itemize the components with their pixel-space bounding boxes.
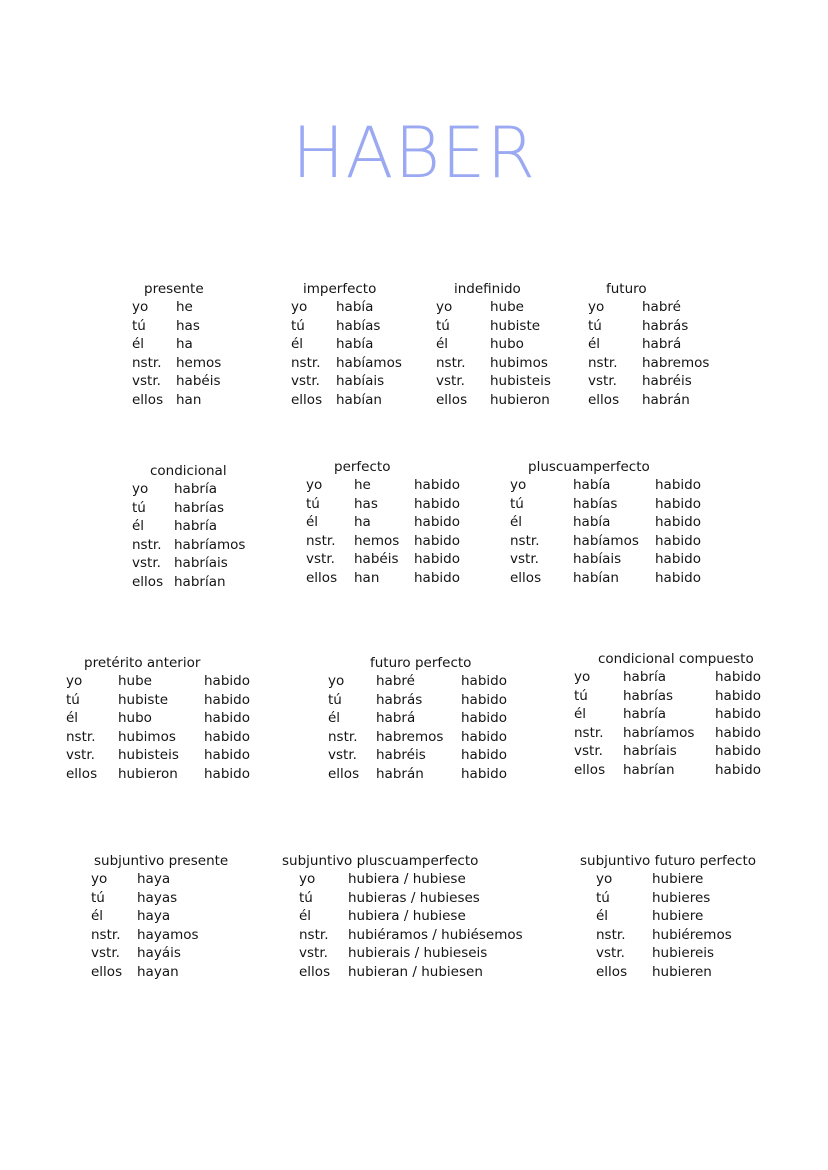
pronoun: yo: [328, 673, 345, 689]
tense-heading: perfecto: [334, 459, 391, 475]
conjugation-row: [596, 907, 828, 925]
conjugation-row: [574, 705, 828, 723]
pronoun: tú: [306, 495, 320, 512]
verb-form: habéis: [354, 551, 399, 568]
participle: habido: [414, 532, 460, 549]
pronoun: él: [66, 710, 79, 727]
verb-form: habría: [174, 481, 217, 497]
verb-form: hemos: [354, 532, 400, 549]
tense-block-futuro-perfecto: [328, 654, 591, 794]
conjugation-row: [588, 391, 828, 409]
verb-form: hubieren: [652, 964, 712, 980]
tense-block-subjuntivo-pluscuamperfecto: [282, 852, 559, 992]
verb-form: habrían: [174, 574, 226, 590]
participle: habido: [414, 551, 460, 568]
participle: habido: [414, 570, 460, 586]
participle: habido: [715, 743, 761, 760]
participle: habido: [655, 532, 701, 549]
conjugation-row: [510, 532, 770, 550]
tense-heading: indefinido: [454, 281, 521, 297]
pronoun: yo: [91, 871, 108, 887]
participle: habido: [204, 710, 250, 727]
conjugation-row: [574, 761, 828, 779]
verb-form: hubiéramos / hubiésemos: [348, 926, 523, 943]
verb-form: habían: [573, 570, 619, 586]
conjugation-row: [66, 709, 326, 727]
pronoun: él: [291, 336, 304, 353]
participle: habido: [461, 710, 507, 727]
pronoun: yo: [306, 477, 323, 493]
conjugation-row: [328, 672, 588, 690]
tense-heading: presente: [144, 281, 204, 297]
verb-form: hubo: [490, 336, 524, 353]
participle: habido: [204, 747, 250, 764]
verb-form: hubiere: [652, 871, 704, 887]
verb-form: habrán: [376, 766, 424, 782]
pronoun: yo: [574, 669, 591, 685]
verb-form: hayan: [137, 964, 179, 980]
verb-form: habrás: [376, 691, 423, 708]
conjugation-row: [328, 691, 588, 709]
verb-form: habrías: [623, 687, 674, 704]
pronoun: vstr.: [66, 747, 95, 764]
conjugation-row: [574, 742, 828, 760]
verb-form: habré: [376, 673, 415, 689]
pronoun: ellos: [328, 766, 360, 782]
verb-form: hubimos: [490, 354, 548, 371]
conjugation-row: [510, 476, 770, 494]
pronoun: tú: [299, 889, 313, 906]
tense-block-subjuntivo-futuro-perfecto: [580, 852, 828, 992]
conjugation-row: [510, 550, 770, 568]
tense-heading: condicional: [150, 463, 227, 479]
tense-block-futuro: [588, 280, 828, 420]
pronoun: yo: [132, 299, 149, 315]
conjugation-row: [510, 569, 770, 587]
pronoun: ellos: [66, 766, 98, 782]
verb-form: habíamos: [336, 354, 402, 371]
verb-form: he: [354, 477, 371, 493]
tense-heading: pretérito anterior: [84, 655, 201, 671]
pronoun: él: [436, 336, 449, 353]
conjugation-row: [66, 672, 326, 690]
conjugation-row: [588, 354, 828, 372]
conjugation-row: [596, 926, 828, 944]
verb-form: habrá: [642, 336, 682, 353]
tense-heading: subjuntivo pluscuamperfecto: [282, 853, 479, 869]
pronoun: nstr.: [132, 536, 162, 553]
pronoun: ellos: [588, 392, 620, 408]
pronoun: él: [510, 514, 523, 531]
conjugation-row: [510, 513, 770, 531]
verb-form: hube: [118, 673, 152, 689]
pronoun: nstr.: [588, 354, 618, 371]
pronoun: nstr.: [91, 926, 121, 943]
pronoun: tú: [436, 317, 450, 334]
conjugation-row: [299, 944, 559, 962]
verb-form: habréis: [642, 373, 692, 390]
pronoun: tú: [574, 687, 588, 704]
verb-form: hubisteis: [118, 747, 179, 764]
verb-form: hayamos: [137, 926, 199, 943]
conjugation-row: [588, 317, 828, 335]
verb-form: había: [336, 336, 374, 353]
pronoun: vstr.: [588, 373, 617, 390]
verb-form: hubimos: [118, 728, 176, 745]
pronoun: tú: [510, 495, 524, 512]
tense-heading: subjuntivo presente: [94, 853, 229, 869]
verb-form: hubo: [118, 710, 152, 727]
verb-form: habría: [623, 706, 666, 723]
conjugation-row: [588, 335, 828, 353]
verb-form: hubierais / hubieseis: [348, 945, 488, 962]
conjugation-row: [66, 746, 326, 764]
verb-form: hayas: [137, 889, 178, 906]
verb-form: hubiéremos: [652, 926, 732, 943]
pronoun: nstr.: [299, 926, 329, 943]
pronoun: nstr.: [510, 532, 540, 549]
verb-form: hubieron: [490, 392, 550, 408]
tense-heading: imperfecto: [303, 281, 377, 297]
verb-form: habría: [174, 518, 217, 535]
tense-heading: condicional compuesto: [598, 651, 754, 667]
participle: habido: [204, 673, 250, 689]
verb-form: he: [176, 299, 193, 315]
pronoun: vstr.: [132, 373, 161, 390]
verb-form: hubieres: [652, 889, 711, 906]
conjugation-row: [299, 889, 559, 907]
verb-form: había: [573, 514, 611, 531]
conjugation-row: [588, 372, 828, 390]
participle: habido: [715, 762, 761, 778]
pronoun: tú: [588, 317, 602, 334]
pronoun: nstr.: [574, 724, 604, 741]
conjugation-row: [328, 765, 588, 783]
conjugation-row: [328, 709, 588, 727]
conjugation-row: [510, 495, 770, 513]
pronoun: vstr.: [132, 555, 161, 572]
conjugation-row: [596, 889, 828, 907]
tense-heading: futuro perfecto: [370, 655, 472, 671]
pronoun: nstr.: [132, 354, 162, 371]
verb-form: habréis: [376, 747, 426, 764]
verb-form: hubiera / hubiese: [348, 908, 466, 925]
verb-form: habremos: [642, 354, 710, 371]
pronoun: tú: [91, 889, 105, 906]
conjugation-row: [588, 298, 828, 316]
pronoun: ellos: [510, 570, 542, 586]
verb-form: hubieron: [118, 766, 178, 782]
verb-form: hemos: [176, 354, 222, 371]
verb-form: habríamos: [623, 724, 695, 741]
pronoun: ellos: [291, 392, 323, 408]
participle: habido: [715, 687, 761, 704]
pronoun: nstr.: [306, 532, 336, 549]
verb-form: habíamos: [573, 532, 639, 549]
pronoun: ellos: [574, 762, 606, 778]
conjugation-row: [328, 746, 588, 764]
pronoun: vstr.: [91, 945, 120, 962]
pronoun: yo: [299, 871, 316, 887]
verb-form: hubiste: [118, 691, 169, 708]
verb-form: hubiereis: [652, 945, 715, 962]
conjugation-row: [299, 907, 559, 925]
pronoun: yo: [291, 299, 308, 315]
page-title: HABER: [291, 112, 537, 194]
pronoun: nstr.: [291, 354, 321, 371]
pronoun: vstr.: [291, 373, 320, 390]
verb-form: habíais: [573, 551, 622, 568]
pronoun: él: [596, 908, 609, 925]
pronoun: ellos: [299, 964, 331, 980]
verb-form: ha: [354, 514, 371, 531]
verb-form: habéis: [176, 373, 221, 390]
verb-form: hubieran / hubiesen: [348, 964, 483, 980]
verb-form: habría: [623, 669, 666, 685]
pronoun: yo: [510, 477, 527, 493]
verb-form: habremos: [376, 728, 444, 745]
participle: habido: [414, 495, 460, 512]
pronoun: vstr.: [328, 747, 357, 764]
pronoun: tú: [66, 691, 80, 708]
pronoun: yo: [596, 871, 613, 887]
pronoun: él: [132, 518, 145, 535]
tense-heading: futuro: [606, 281, 647, 297]
pronoun: ellos: [132, 574, 164, 590]
tense-block-preterito-anterior: [66, 654, 326, 794]
participle: habido: [655, 551, 701, 568]
verb-form: habrían: [623, 762, 675, 778]
pronoun: vstr.: [574, 743, 603, 760]
participle: habido: [204, 691, 250, 708]
verb-form: habías: [336, 317, 381, 334]
pronoun: nstr.: [328, 728, 358, 745]
pronoun: vstr.: [510, 551, 539, 568]
verb-form: habían: [336, 392, 382, 408]
participle: habido: [414, 477, 460, 493]
conjugation-row: [328, 728, 588, 746]
pronoun: él: [328, 710, 341, 727]
tense-block-condicional-compuesto: [574, 650, 828, 790]
pronoun: yo: [132, 481, 149, 497]
conjugation-row: [299, 926, 559, 944]
verb-form: hubiere: [652, 908, 704, 925]
verb-form: hubisteis: [490, 373, 551, 390]
conjugation-row: [574, 668, 828, 686]
pronoun: ellos: [306, 570, 338, 586]
conjugation-row: [574, 687, 828, 705]
pronoun: nstr.: [436, 354, 466, 371]
conjugation-row: [66, 728, 326, 746]
pronoun: ellos: [596, 964, 628, 980]
pronoun: vstr.: [299, 945, 328, 962]
verb-form: habrás: [642, 317, 689, 334]
participle: habido: [461, 691, 507, 708]
tense-heading: pluscuamperfecto: [528, 459, 650, 475]
verb-form: haya: [137, 908, 171, 925]
participle: habido: [655, 514, 701, 531]
conjugation-row: [299, 870, 559, 888]
verb-form: haya: [137, 871, 171, 887]
verb-form: habrías: [174, 499, 225, 516]
verb-form: hube: [490, 299, 524, 315]
pronoun: tú: [328, 691, 342, 708]
pronoun: él: [306, 514, 319, 531]
pronoun: él: [299, 908, 312, 925]
participle: habido: [461, 728, 507, 745]
pronoun: nstr.: [66, 728, 96, 745]
participle: habido: [715, 724, 761, 741]
participle: habido: [414, 514, 460, 531]
verb-form: has: [176, 317, 200, 334]
participle: habido: [461, 673, 507, 689]
verb-form: habré: [642, 299, 681, 315]
participle: habido: [655, 495, 701, 512]
pronoun: tú: [132, 499, 146, 516]
conjugation-row: [574, 724, 828, 742]
pronoun: vstr.: [436, 373, 465, 390]
pronoun: tú: [291, 317, 305, 334]
verb-form: habríais: [623, 743, 677, 760]
participle: habido: [204, 766, 250, 782]
participle: habido: [204, 728, 250, 745]
verb-form: habrá: [376, 710, 416, 727]
participle: habido: [461, 766, 507, 782]
verb-form: han: [354, 570, 380, 586]
pronoun: yo: [66, 673, 83, 689]
verb-form: habríais: [174, 555, 228, 572]
pronoun: él: [132, 336, 145, 353]
verb-form: habías: [573, 495, 618, 512]
participle: habido: [655, 477, 701, 493]
participle: habido: [461, 747, 507, 764]
verb-form: había: [336, 299, 374, 315]
pronoun: yo: [436, 299, 453, 315]
verb-form: hubiera / hubiese: [348, 871, 466, 887]
pronoun: ellos: [132, 392, 164, 408]
participle: habido: [715, 706, 761, 723]
participle: habido: [715, 669, 761, 685]
pronoun: yo: [588, 299, 605, 315]
verb-form: había: [573, 477, 611, 493]
pronoun: ellos: [91, 964, 123, 980]
verb-form: hayáis: [137, 945, 181, 962]
verb-form: habrán: [642, 392, 690, 408]
conjugation-row: [66, 765, 326, 783]
pronoun: él: [574, 706, 587, 723]
verb-form: hubieras / hubieses: [348, 889, 480, 906]
conjugation-row: [596, 944, 828, 962]
pronoun: él: [588, 336, 601, 353]
verb-form: ha: [176, 336, 193, 353]
verb-form: habíais: [336, 373, 385, 390]
pronoun: tú: [132, 317, 146, 334]
conjugation-row: [596, 870, 828, 888]
verb-form: hubiste: [490, 317, 541, 334]
conjugation-row: [66, 691, 326, 709]
verb-form: han: [176, 392, 202, 408]
pronoun: ellos: [436, 392, 468, 408]
verb-form: habríamos: [174, 536, 246, 553]
pronoun: nstr.: [596, 926, 626, 943]
participle: habido: [655, 570, 701, 586]
pronoun: tú: [596, 889, 610, 906]
tense-heading: subjuntivo futuro perfecto: [580, 853, 757, 869]
verb-form: has: [354, 495, 378, 512]
tense-block-pluscuamperfecto: [510, 458, 770, 598]
pronoun: él: [91, 908, 104, 925]
conjugation-row: [299, 963, 559, 981]
pronoun: vstr.: [596, 945, 625, 962]
pronoun: vstr.: [306, 551, 335, 568]
conjugation-row: [596, 963, 828, 981]
